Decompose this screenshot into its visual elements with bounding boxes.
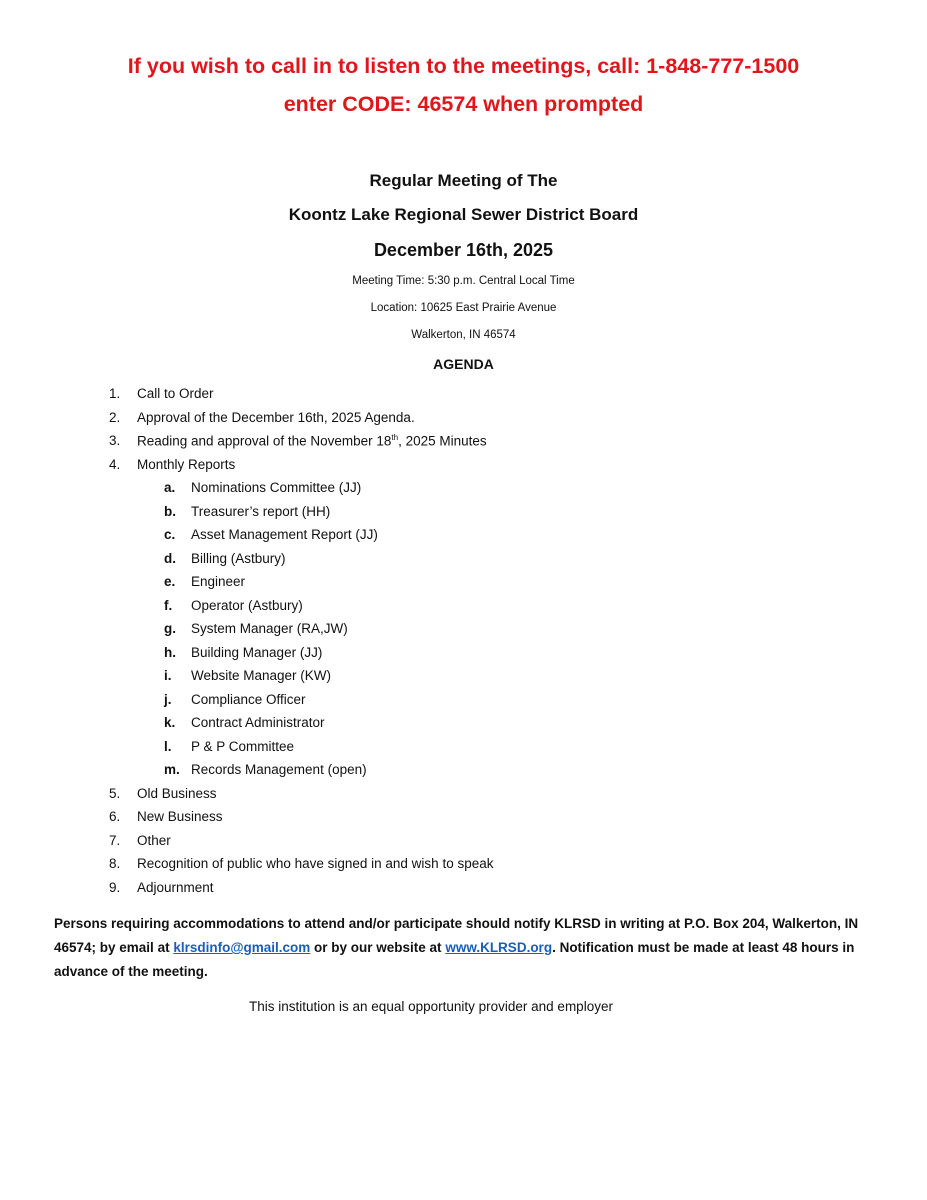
agenda-item: 2. Approval of the December 16th, 2025 Agenda. (109, 409, 415, 425)
agenda-subitem: i. Website Manager (KW) (164, 668, 332, 684)
agenda-subitem: c. Asset Management Report (JJ) (164, 527, 378, 543)
agenda-subitem: k. Contract Administrator (164, 715, 325, 731)
agenda-item: 5. Old Business (109, 785, 217, 801)
agenda-heading: AGENDA (433, 356, 494, 372)
call-in-line-1: If you wish to call in to listen to the meetings, call: 1-848-777-1500 (127, 54, 800, 78)
agenda-subitem: h. Building Manager (JJ) (164, 644, 323, 660)
agenda-item: 9. Adjournment (109, 879, 214, 895)
agenda-list (109, 382, 493, 899)
board-name: Koontz Lake Regional Sewer District Board (288, 205, 639, 224)
meeting-city: Walkerton, IN 46574 (411, 329, 516, 341)
website-link[interactable]: www.KLRSD.org (445, 940, 553, 955)
meeting-time: Meeting Time: 5:30 p.m. Central Local Time (352, 275, 575, 287)
agenda-subitem: l. P & P Committee (164, 738, 295, 754)
agenda-subitem: b. Treasurer’s report (HH) (164, 503, 331, 519)
meeting-title: Regular Meeting of The (369, 171, 558, 190)
agenda-subitem: d. Billing (Astbury) (164, 550, 286, 566)
agenda-subitem: m. Records Management (open) (164, 762, 367, 778)
monthly-reports-sublist (109, 476, 493, 782)
agenda-subitem: g. System Manager (RA,JW) (164, 621, 348, 637)
agenda-item: 7. Other (109, 832, 171, 848)
agenda-subitem: e. Engineer (164, 574, 246, 590)
agenda-item: 3. Reading and approval of the November 18th, 2025 Minutes (109, 433, 487, 449)
agenda-subitem: a. Nominations Committee (JJ) (164, 480, 362, 496)
agenda-item: 6. New Business (109, 809, 223, 825)
agenda-item: 8. Recognition of public who have signed in and wish to speak (109, 856, 494, 872)
meeting-date: December 16th, 2025 (373, 240, 554, 260)
accommodation-notice: Persons requiring accommodations to attend and/or participate should notify KLRSD in writing at P.O. Box 204, Walkerton, IN 46574; by email at klrsdinfo@gmail.com or by our website at www.KLRSD.org. Notification must be made at least 48 hours in advance of the meeting. (54, 916, 859, 979)
meeting-location: Location: 10625 East Prairie Avenue (370, 302, 557, 314)
agenda-subitem: j. Compliance Officer (164, 691, 306, 707)
agenda-subitem: f. Operator (Astbury) (164, 597, 303, 613)
email-link[interactable]: klrsdinfo@gmail.com (173, 940, 311, 955)
agenda-item: 4. Monthly Reports (109, 456, 236, 472)
equal-opportunity-statement: This institution is an equal opportunity provider and employer (249, 999, 613, 1014)
agenda-item: 1. Call to Order (109, 386, 214, 402)
call-in-line-2: enter CODE: 46574 when prompted (283, 92, 644, 116)
